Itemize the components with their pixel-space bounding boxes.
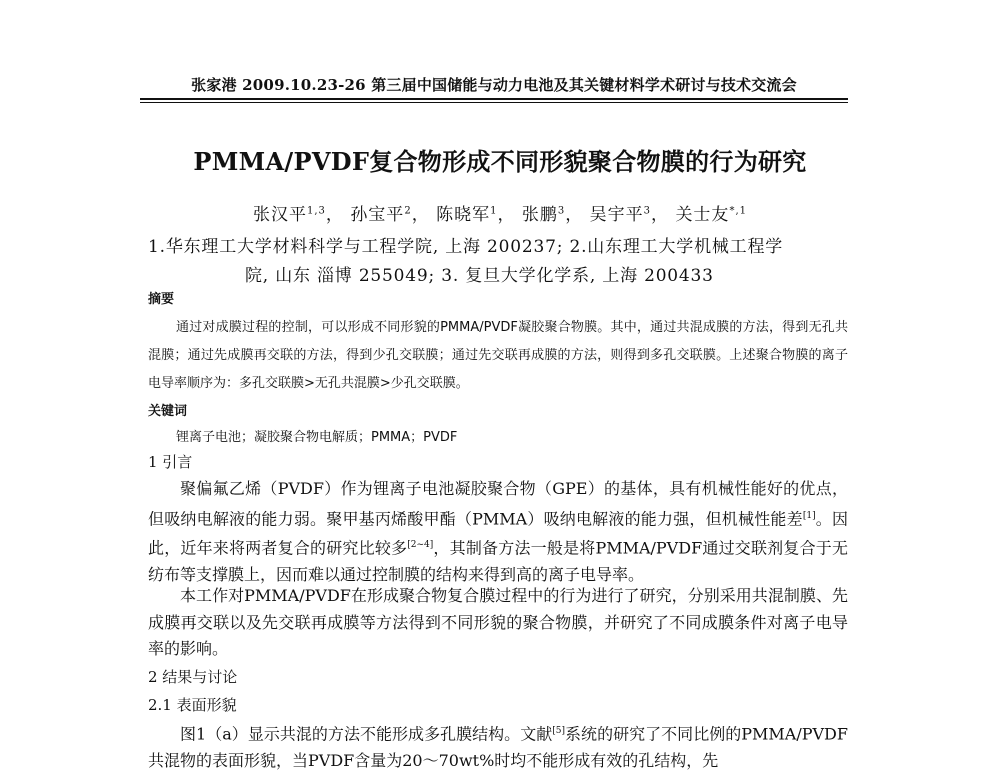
intro-p1-text-a: 聚偏氟乙烯（PVDF）作为锂离子电池凝胶聚合物（GPE）的基体，具有机械性能好的优点，但吸纳电解液的能力弱。聚甲基丙烯酸甲酯（PMMA）吸纳电解液的能力强，但机械性能差 [148, 479, 848, 528]
affiliation-line-1: 1.华东理工大学材料科学与工程学院, 上海 200237; 2.山东理工大学机械工程学 [148, 237, 784, 257]
abstract-text: 通过对成膜过程的控制，可以形成不同形貌的PMMA/PVDF凝胶聚合物膜。其中，通过共混成膜的方法，得到无孔共混膜；通过先成膜再交联的方法，得到少孔交联膜；通过先交联再成膜的方法，则得到多孔交联膜。上述聚合物膜的离子电导率顺序为：多孔交联膜>无孔共混膜>少孔交联膜。 [148, 320, 848, 391]
keywords-label: 关键词 [148, 404, 188, 419]
author-name: 陈晓军 [436, 205, 491, 225]
author-affil-mark: 1 [490, 205, 498, 217]
abstract-label: 摘要 [148, 292, 175, 307]
citation-ref: [5] [552, 726, 565, 736]
citation-ref: [2~4] [407, 540, 434, 551]
keywords-text: 锂离子电池；凝胶聚合物电解质；PMMA；PVDF [176, 430, 458, 445]
citation-ref: [1] [802, 510, 816, 521]
intro-paragraph-2: 本工作对PMMA/PVDF在形成聚合物复合膜过程中的行为进行了研究，分别采用共混制膜、先成膜再交联以及先交联再成膜等方法得到不同形貌的聚合物膜，并研究了不同成膜条件对离子电导率的影响。 [148, 586, 848, 658]
author-list: 张汉平$^{1,3}$， 孙宝平$^2$， 陈晓军$^1$， 张鹏$^3$， 吴宇平$^3$， 关士友$^{*,1}$ [253, 205, 747, 225]
results-p1-text-a: 图1（a）显示共混的方法不能形成多孔膜结构。文献 [180, 724, 553, 744]
header-rule [140, 98, 848, 100]
author-name: 吴宇平 [589, 205, 644, 225]
results-p1-text-b: 系统的研究了不同比例的PMMA/PVDF共混物的表面形貌，当PVDF含量为20～70wt%时均不能形成有效的孔结构，先 [148, 724, 848, 770]
author-affil-mark: 3 [557, 205, 566, 217]
conference-header: 张家港 2009.10.23-26 第三届中国储能与动力电池及其关键材料学术研讨与技术交流会 [191, 76, 797, 94]
results-paragraph-1 [148, 718, 848, 774]
intro-paragraph-1 [148, 476, 848, 589]
section-heading-results: 2 结果与讨论 [148, 668, 238, 686]
author-name: 孙宝平 [350, 205, 405, 225]
author-name: 张鹏 [521, 205, 558, 225]
intro-p1-text-b: 。因此，近年来将两者复合的研究比较多 [148, 508, 848, 558]
author-affil-mark: 3 [643, 205, 652, 217]
author-affil-mark: *,1 [729, 205, 747, 217]
section-heading-introduction: 1 引言 [148, 453, 193, 471]
author-affil-mark: 2 [404, 205, 412, 217]
header-rule-thin [140, 102, 848, 103]
intro-p1-text-c: ，其制备方法一般是将PMMA/PVDF通过交联剂复合于无纺布等支撑膜上，因而难以通过控制膜的结构来得到高的离子电导率。 [148, 538, 848, 585]
paper-title: PMMA/PVDF复合物形成不同形貌聚合物膜的行为研究 [193, 147, 807, 176]
subsection-heading-morphology: 2.1 表面形貌 [148, 696, 237, 714]
author-name: 关士友 [675, 205, 730, 225]
author-name: 张汉平 [253, 205, 307, 225]
author-affil-mark: 1,3 [307, 205, 326, 217]
affiliation-line-2: 院, 山东 淄博 255049; 3. 复旦大学化学系, 上海 200433 [245, 266, 714, 286]
